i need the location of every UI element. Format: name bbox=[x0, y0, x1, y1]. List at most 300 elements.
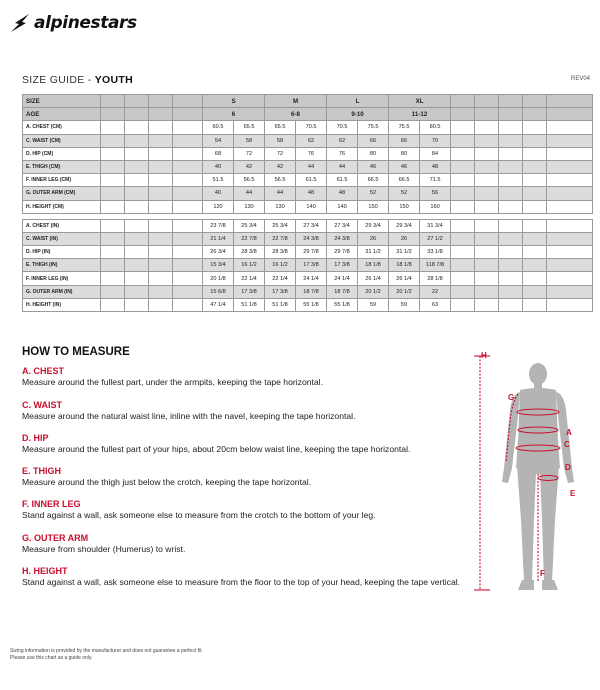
row-label: C. WAIST (IN) bbox=[23, 232, 101, 245]
table-cell: 150 bbox=[389, 200, 420, 213]
table-cell bbox=[101, 232, 125, 245]
table-cell: 31 3/4 bbox=[420, 219, 451, 232]
cm-row bbox=[23, 121, 593, 134]
table-cell: 18 1/8 bbox=[358, 259, 389, 272]
table-cell: 31 1/2 bbox=[358, 246, 389, 259]
in-row bbox=[23, 246, 593, 259]
table-cell bbox=[475, 200, 499, 213]
table-cell bbox=[149, 121, 173, 134]
table-cell bbox=[451, 95, 475, 108]
row-label: F. INNER LEG (CM) bbox=[23, 174, 101, 187]
label-a: A bbox=[566, 428, 572, 437]
brand-logo bbox=[8, 8, 137, 38]
table-cell: 6 bbox=[203, 108, 265, 121]
table-cell bbox=[101, 272, 125, 285]
measure-item bbox=[22, 566, 462, 587]
row-label: AGE bbox=[23, 108, 101, 121]
table-cell bbox=[475, 121, 499, 134]
table-cell bbox=[101, 95, 125, 108]
table-cell bbox=[101, 285, 125, 298]
table-cell: 51 1/8 bbox=[265, 298, 296, 311]
measure-item bbox=[22, 366, 462, 387]
label-g: G bbox=[508, 393, 515, 402]
table-cell: 150 bbox=[358, 200, 389, 213]
table-cell bbox=[451, 174, 475, 187]
label-e: E bbox=[570, 489, 576, 498]
table-cell bbox=[125, 200, 149, 213]
table-cell bbox=[499, 134, 523, 147]
table-cell: 40 bbox=[203, 187, 234, 200]
table-cell bbox=[523, 285, 547, 298]
measure-item bbox=[22, 533, 462, 554]
table-cell: 76 bbox=[327, 147, 358, 160]
brand-name: alpinestars bbox=[34, 13, 137, 33]
page-title bbox=[22, 74, 133, 86]
measure-description: Measure around the natural waist line, inline with the navel, keeping the tape horizontal. bbox=[22, 411, 356, 421]
table-cell bbox=[451, 298, 475, 311]
table-cell: 16 1/2 bbox=[234, 259, 265, 272]
table-cell: 71.5 bbox=[420, 174, 451, 187]
table-cell bbox=[125, 121, 149, 134]
table-cell bbox=[451, 121, 475, 134]
table-cell bbox=[101, 174, 125, 187]
table-cell: 61.5 bbox=[296, 174, 327, 187]
measure-item bbox=[22, 466, 462, 487]
table-cell bbox=[475, 246, 499, 259]
body-measure-figure bbox=[468, 350, 596, 612]
table-cell bbox=[125, 246, 149, 259]
table-cell: 23 7/8 bbox=[203, 219, 234, 232]
table-cell: 28 3/8 bbox=[265, 246, 296, 259]
cm-row bbox=[23, 187, 593, 200]
table-cell: 80 bbox=[389, 147, 420, 160]
table-cell bbox=[451, 200, 475, 213]
row-label: C. WAIST (CM) bbox=[23, 134, 101, 147]
table-cell bbox=[499, 232, 523, 245]
table-cell: 6-8 bbox=[265, 108, 327, 121]
table-cell bbox=[173, 259, 203, 272]
table-cell bbox=[499, 298, 523, 311]
table-cell bbox=[101, 147, 125, 160]
table-cell: 66.5 bbox=[389, 174, 420, 187]
row-label: E. THIGH (CM) bbox=[23, 160, 101, 173]
alpinestars-star-icon bbox=[8, 11, 32, 35]
table-cell: 63 bbox=[420, 298, 451, 311]
measure-description: Measure from shoulder (Humerus) to wrist. bbox=[22, 544, 186, 554]
table-cell: 18 7/8 bbox=[296, 285, 327, 298]
table-cell: 46 bbox=[358, 160, 389, 173]
table-cell: 18 1/8 bbox=[389, 259, 420, 272]
table-cell bbox=[173, 160, 203, 173]
table-cell bbox=[475, 147, 499, 160]
table-cell bbox=[475, 259, 499, 272]
table-cell bbox=[547, 134, 593, 147]
title-prefix: SIZE GUIDE - bbox=[22, 74, 95, 86]
table-cell bbox=[173, 272, 203, 285]
table-cell bbox=[173, 147, 203, 160]
table-cell bbox=[125, 272, 149, 285]
table-cell: 21 1/4 bbox=[203, 232, 234, 245]
table-cell bbox=[547, 246, 593, 259]
table-cell: 25 3/4 bbox=[265, 219, 296, 232]
title-bold: YOUTH bbox=[94, 74, 133, 86]
table-cell bbox=[125, 134, 149, 147]
table-cell bbox=[101, 134, 125, 147]
table-cell: 29 3/4 bbox=[358, 219, 389, 232]
table-cell bbox=[451, 285, 475, 298]
measure-heading: D. HIP bbox=[22, 433, 49, 443]
table-cell bbox=[475, 298, 499, 311]
table-cell: 22 7/8 bbox=[265, 232, 296, 245]
measure-heading: G. OUTER ARM bbox=[22, 533, 89, 543]
table-cell bbox=[101, 259, 125, 272]
table-cell: 48 bbox=[420, 160, 451, 173]
row-label: H. HEIGHT (CM) bbox=[23, 200, 101, 213]
table-cell bbox=[451, 232, 475, 245]
table-cell bbox=[173, 108, 203, 121]
table-cell bbox=[451, 160, 475, 173]
table-cell bbox=[149, 200, 173, 213]
table-cell: 40 bbox=[203, 160, 234, 173]
measure-item bbox=[22, 433, 462, 454]
table-cell bbox=[125, 187, 149, 200]
table-cell: 16 1/2 bbox=[265, 259, 296, 272]
table-cell bbox=[149, 134, 173, 147]
table-cell bbox=[149, 232, 173, 245]
label-h: H bbox=[481, 351, 487, 360]
cm-row bbox=[23, 147, 593, 160]
table-cell bbox=[125, 298, 149, 311]
table-cell: 55 1/8 bbox=[296, 298, 327, 311]
row-label: SIZE bbox=[23, 95, 101, 108]
table-cell: 44 bbox=[234, 187, 265, 200]
table-cell bbox=[499, 259, 523, 272]
how-to-measure-title: HOW TO MEASURE bbox=[22, 346, 130, 358]
measure-description: Measure around the fullest part, under the armpits, keeping the tape horizontal. bbox=[22, 377, 323, 387]
table-cell: 66 bbox=[389, 134, 420, 147]
row-label: F. INNER LEG (IN) bbox=[23, 272, 101, 285]
measure-item bbox=[22, 400, 462, 421]
table-cell bbox=[173, 232, 203, 245]
age-header-row bbox=[23, 108, 593, 121]
table-cell bbox=[475, 160, 499, 173]
table-cell bbox=[125, 285, 149, 298]
table-cell: 28 3/8 bbox=[234, 246, 265, 259]
row-label: A. CHEST (CM) bbox=[23, 121, 101, 134]
table-cell bbox=[499, 219, 523, 232]
table-cell: 48 bbox=[296, 187, 327, 200]
cm-row bbox=[23, 160, 593, 173]
table-cell: 17 3/8 bbox=[296, 259, 327, 272]
table-cell: 29 7/8 bbox=[327, 246, 358, 259]
table-cell bbox=[523, 219, 547, 232]
table-cell bbox=[499, 121, 523, 134]
table-cell bbox=[499, 200, 523, 213]
table-cell bbox=[523, 147, 547, 160]
table-cell bbox=[499, 108, 523, 121]
table-cell bbox=[475, 95, 499, 108]
table-cell bbox=[523, 134, 547, 147]
table-cell: 51 1/8 bbox=[234, 298, 265, 311]
table-cell bbox=[475, 219, 499, 232]
table-cell: 55 1/8 bbox=[327, 298, 358, 311]
table-cell: 59 bbox=[358, 298, 389, 311]
label-c: C bbox=[564, 440, 570, 449]
table-cell: 33 1/8 bbox=[420, 246, 451, 259]
table-cell: S bbox=[203, 95, 265, 108]
table-cell bbox=[125, 108, 149, 121]
revision-code: REV04 bbox=[570, 76, 590, 82]
measure-description: Stand against a wall, ask someone else to measure from the floor to the top of your head, keeping the tape vertical. bbox=[22, 577, 461, 587]
table-cell bbox=[173, 174, 203, 187]
row-label: D. HIP (IN) bbox=[23, 246, 101, 259]
table-cell bbox=[523, 259, 547, 272]
table-cell: 17 3/8 bbox=[265, 285, 296, 298]
table-cell: 51.5 bbox=[203, 174, 234, 187]
table-cell bbox=[499, 95, 523, 108]
table-cell bbox=[523, 200, 547, 213]
table-cell bbox=[475, 187, 499, 200]
table-cell bbox=[125, 232, 149, 245]
table-cell bbox=[149, 285, 173, 298]
table-cell: 26 1/4 bbox=[358, 272, 389, 285]
table-cell bbox=[475, 134, 499, 147]
footnote bbox=[10, 648, 203, 662]
table-cell bbox=[149, 108, 173, 121]
table-cell: 72 bbox=[234, 147, 265, 160]
measure-heading: H. HEIGHT bbox=[22, 566, 68, 576]
table-cell bbox=[523, 187, 547, 200]
table-cell bbox=[523, 160, 547, 173]
measure-description: Measure around the thigh just below the crotch, keeping the tape horizontal. bbox=[22, 477, 312, 487]
table-cell bbox=[173, 246, 203, 259]
table-cell: 20 1/2 bbox=[389, 285, 420, 298]
row-label: H. HEIGHT (IN) bbox=[23, 298, 101, 311]
table-cell bbox=[451, 246, 475, 259]
table-cell bbox=[547, 121, 593, 134]
table-cell: 61.5 bbox=[327, 174, 358, 187]
table-cell bbox=[173, 134, 203, 147]
table-cell bbox=[173, 121, 203, 134]
table-cell: XL bbox=[389, 95, 451, 108]
in-row bbox=[23, 219, 593, 232]
table-cell bbox=[547, 298, 593, 311]
table-cell: 29 3/4 bbox=[389, 219, 420, 232]
measure-description: Measure around the fullest part of your hips, about 20cm below waist line, keeping the tape horizontal. bbox=[22, 444, 411, 454]
measure-item bbox=[22, 499, 462, 520]
table-cell bbox=[101, 160, 125, 173]
table-cell: 22 1/4 bbox=[234, 272, 265, 285]
measure-heading: C. WAIST bbox=[22, 400, 62, 410]
measure-heading: F. INNER LEG bbox=[22, 499, 81, 509]
table-cell bbox=[149, 298, 173, 311]
table-cell: 24 3/8 bbox=[327, 232, 358, 245]
table-cell: 130 bbox=[234, 200, 265, 213]
table-cell bbox=[523, 108, 547, 121]
table-cell: 130 bbox=[265, 200, 296, 213]
table-cell: 31 1/2 bbox=[389, 246, 420, 259]
table-cell: 48 bbox=[327, 187, 358, 200]
table-cell: 75.5 bbox=[389, 121, 420, 134]
row-label: D. HIP (CM) bbox=[23, 147, 101, 160]
table-cell: 42 bbox=[265, 160, 296, 173]
table-cell bbox=[523, 246, 547, 259]
table-cell: 47 1/4 bbox=[203, 298, 234, 311]
label-d: D bbox=[565, 463, 571, 472]
table-cell bbox=[499, 160, 523, 173]
table-cell: 26 1/4 bbox=[389, 272, 420, 285]
table-cell: 120 bbox=[203, 200, 234, 213]
in-row bbox=[23, 298, 593, 311]
measure-heading: A. CHEST bbox=[22, 366, 65, 376]
table-cell: 65.5 bbox=[265, 121, 296, 134]
table-cell bbox=[101, 108, 125, 121]
table-cell bbox=[451, 259, 475, 272]
table-cell bbox=[547, 147, 593, 160]
table-cell bbox=[149, 259, 173, 272]
table-cell bbox=[499, 272, 523, 285]
table-cell bbox=[149, 272, 173, 285]
table-cell: 80.5 bbox=[420, 121, 451, 134]
table-cell bbox=[125, 95, 149, 108]
table-cell bbox=[547, 272, 593, 285]
table-cell bbox=[523, 121, 547, 134]
table-cell: 17 3/8 bbox=[327, 259, 358, 272]
table-cell bbox=[451, 108, 475, 121]
table-cell bbox=[523, 232, 547, 245]
table-cell: 29 7/8 bbox=[296, 246, 327, 259]
table-cell: 70.5 bbox=[327, 121, 358, 134]
table-cell: 26 bbox=[358, 232, 389, 245]
table-cell: 24 1/4 bbox=[327, 272, 358, 285]
table-cell bbox=[173, 95, 203, 108]
table-cell: 24 1/4 bbox=[296, 272, 327, 285]
table-cell bbox=[451, 187, 475, 200]
footnote-line: Sizing information is provided by the manufacturer and does not guarantee a perfect fit. bbox=[10, 648, 203, 654]
table-cell: 140 bbox=[327, 200, 358, 213]
table-cell: 80 bbox=[358, 147, 389, 160]
table-cell bbox=[547, 285, 593, 298]
table-cell bbox=[523, 95, 547, 108]
table-cell bbox=[475, 285, 499, 298]
table-cell bbox=[547, 95, 593, 108]
size-table bbox=[22, 94, 593, 312]
table-cell bbox=[149, 95, 173, 108]
table-cell: 52 bbox=[389, 187, 420, 200]
table-cell: 42 bbox=[234, 160, 265, 173]
table-cell: L bbox=[327, 95, 389, 108]
table-cell bbox=[101, 298, 125, 311]
cm-row bbox=[23, 134, 593, 147]
table-cell bbox=[523, 174, 547, 187]
table-cell: 70.5 bbox=[296, 121, 327, 134]
table-cell: 118 7/8 bbox=[420, 259, 451, 272]
table-cell: 18 7/8 bbox=[327, 285, 358, 298]
table-cell bbox=[499, 174, 523, 187]
table-cell bbox=[173, 187, 203, 200]
table-cell: 66.5 bbox=[358, 174, 389, 187]
table-cell: 70 bbox=[420, 134, 451, 147]
row-label: A. CHEST (IN) bbox=[23, 219, 101, 232]
table-cell bbox=[499, 187, 523, 200]
table-cell bbox=[499, 246, 523, 259]
table-cell: 9-10 bbox=[327, 108, 389, 121]
table-cell bbox=[149, 147, 173, 160]
table-cell: 75.5 bbox=[358, 121, 389, 134]
table-cell bbox=[547, 219, 593, 232]
table-cell bbox=[125, 219, 149, 232]
table-cell bbox=[173, 200, 203, 213]
table-cell bbox=[475, 232, 499, 245]
table-cell: 84 bbox=[420, 147, 451, 160]
table-cell: 27 1/2 bbox=[420, 232, 451, 245]
table-cell bbox=[451, 147, 475, 160]
table-cell bbox=[173, 298, 203, 311]
table-cell bbox=[547, 174, 593, 187]
table-cell: 160 bbox=[420, 200, 451, 213]
table-cell: 65.5 bbox=[234, 121, 265, 134]
table-cell bbox=[499, 147, 523, 160]
cm-row bbox=[23, 200, 593, 213]
table-cell: 22 bbox=[420, 285, 451, 298]
table-cell: 62 bbox=[296, 134, 327, 147]
table-cell bbox=[451, 219, 475, 232]
in-row bbox=[23, 259, 593, 272]
table-cell: 58 bbox=[234, 134, 265, 147]
table-cell bbox=[499, 285, 523, 298]
table-cell: 66 bbox=[358, 134, 389, 147]
table-cell bbox=[125, 147, 149, 160]
table-cell bbox=[149, 246, 173, 259]
table-cell: 27 3/4 bbox=[296, 219, 327, 232]
table-cell: 56 bbox=[420, 187, 451, 200]
table-cell: 46 bbox=[389, 160, 420, 173]
table-cell bbox=[547, 108, 593, 121]
row-label: G. OUTER ARM (CM) bbox=[23, 187, 101, 200]
table-cell bbox=[547, 187, 593, 200]
table-cell: 76 bbox=[296, 147, 327, 160]
table-cell: 68 bbox=[203, 147, 234, 160]
table-cell: 140 bbox=[296, 200, 327, 213]
row-label: G. OUTER ARM (IN) bbox=[23, 285, 101, 298]
table-cell: 20 1/2 bbox=[358, 285, 389, 298]
table-cell bbox=[547, 160, 593, 173]
table-cell: 15 3/4 bbox=[203, 259, 234, 272]
table-cell: M bbox=[265, 95, 327, 108]
table-cell: 28 1/8 bbox=[420, 272, 451, 285]
table-cell bbox=[173, 285, 203, 298]
in-row bbox=[23, 232, 593, 245]
table-cell: 44 bbox=[265, 187, 296, 200]
table-cell: 56.5 bbox=[265, 174, 296, 187]
table-cell bbox=[475, 108, 499, 121]
size-header-row bbox=[23, 95, 593, 108]
in-row bbox=[23, 285, 593, 298]
table-cell bbox=[101, 187, 125, 200]
table-cell bbox=[101, 219, 125, 232]
in-row bbox=[23, 272, 593, 285]
table-cell bbox=[451, 134, 475, 147]
table-cell: 44 bbox=[327, 160, 358, 173]
table-cell: 52 bbox=[358, 187, 389, 200]
table-cell: 27 3/4 bbox=[327, 219, 358, 232]
table-cell: 26 3/4 bbox=[203, 246, 234, 259]
measure-description: Stand against a wall, ask someone else to measure from the crotch to the bottom of your leg. bbox=[22, 510, 376, 520]
table-cell bbox=[547, 232, 593, 245]
cm-row bbox=[23, 174, 593, 187]
table-cell: 20 1/8 bbox=[203, 272, 234, 285]
table-cell bbox=[149, 187, 173, 200]
